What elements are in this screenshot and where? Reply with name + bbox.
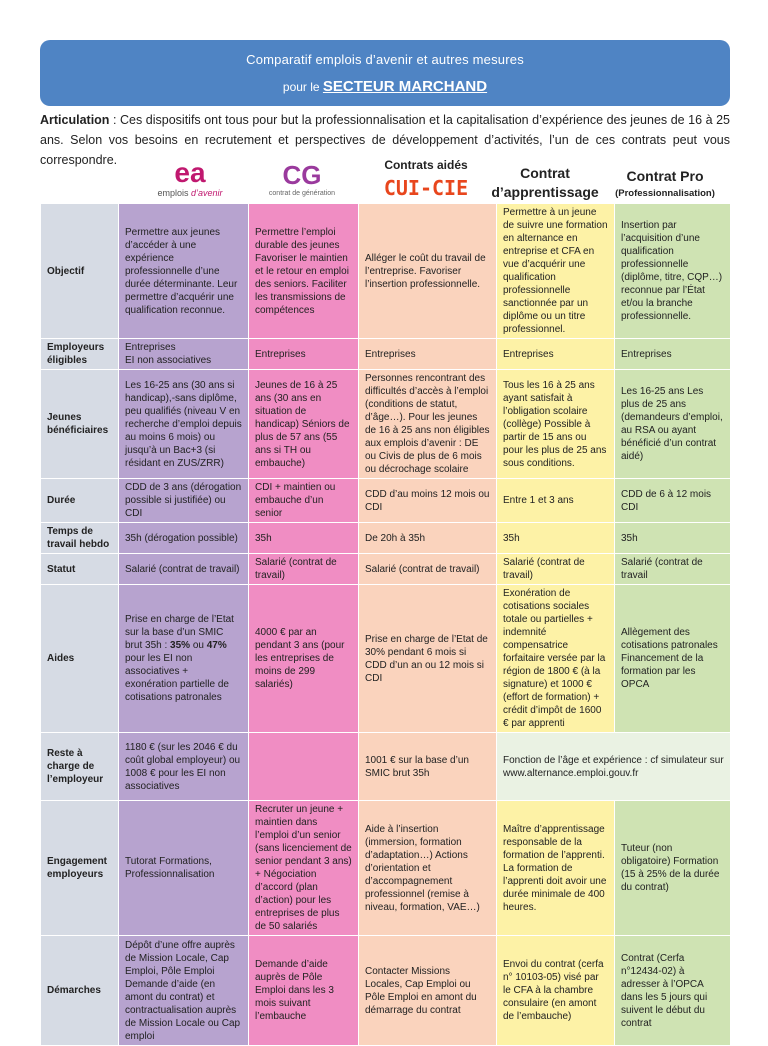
row-label: Démarches: [41, 936, 119, 1046]
table-row-reste: [41, 733, 731, 801]
apprentissage-header: Contrat d’apprentissage: [491, 165, 599, 200]
contrat-generation-logo: [252, 162, 352, 202]
emplois-avenir-logo-text: emplois d’avenir: [157, 188, 223, 198]
cell-contrat-pro: Allègement des cotisations patronales Financement de la formation par les OPCA: [615, 585, 731, 733]
emplois-avenir-logo-mark: ea: [174, 157, 206, 188]
cell-contrat-generation: Salarié (contrat de travail): [249, 554, 359, 585]
row-label: Aides: [41, 585, 119, 733]
cui-cie-title: CUI-CIE: [383, 176, 469, 200]
table-row-temps: [41, 523, 731, 554]
row-label: Statut: [41, 554, 119, 585]
contrat-pro-header: [610, 168, 720, 199]
cell-apprentissage: Exonération de cotisations sociales totale ou partielles + indemnité compensatrice forfaitaire versée par la région de 1800 € (à la signature) et 1000 € (effort de formation) + crédit d’impôt de 1600 € par apprenti: [497, 585, 615, 733]
cell-emplois-avenir: Prise en charge de l’Etat sur la base d’un SMIC brut 35h : 35% ou 47% pour les EI non associatives + exonération partielle de cotisations patronales: [119, 585, 249, 733]
banner-prefix: pour le: [282, 80, 323, 94]
cell-cui-cie: De 20h à 35h: [359, 523, 497, 554]
contrats-aides-title: Contrats aidés: [384, 158, 468, 172]
cell-contrat-generation: Entreprises: [249, 339, 359, 370]
cell-emplois-avenir: Entreprises EI non associatives: [119, 339, 249, 370]
cell-apprentissage: 35h: [497, 523, 615, 554]
cell-cui-cie: Contacter Missions Locales, Cap Emploi ou Pôle Emploi en amont du démarrage du contrat: [359, 936, 497, 1046]
table-row-aides: [41, 585, 731, 733]
cell-contrat-pro: Tuteur (non obligatoire) Formation (15 à 25% de la durée du contrat): [615, 801, 731, 936]
contrat-pro-title: Contrat Pro: [626, 168, 704, 184]
cell-cui-cie: CDD d’au moins 12 mois ou CDI: [359, 479, 497, 523]
table-row-statut: [41, 554, 731, 585]
cell-apprentissage: Entre 1 et 3 ans: [497, 479, 615, 523]
cell-contrat-pro: 35h: [615, 523, 731, 554]
row-label: Objectif: [41, 204, 119, 339]
cell-contrat-generation: CDI + maintien ou embauche d’un senior: [249, 479, 359, 523]
cell-apprentissage: Envoi du contrat (cerfa n° 10103-05) visé par le CFA à la chambre consulaire (en amont de l’embauche): [497, 936, 615, 1046]
cell-contrat-generation: Jeunes de 16 à 25 ans (30 ans en situation de handicap) Séniors de plus de 57 ans (55 ans si TH ou embauche): [249, 370, 359, 479]
cell-contrat-generation: Demande d’aide auprès de Pôle Emploi dans les 3 mois suivant l’embauche: [249, 936, 359, 1046]
emplois-avenir-logo: [140, 157, 240, 200]
banner-highlight: SECTEUR MARCHAND: [322, 78, 488, 95]
cell-cui-cie: Prise en charge de l’Etat de 30% pendant 6 mois si CDD d’un an ou 12 mois si CDI: [359, 585, 497, 733]
cell-contrat-generation: Recruter un jeune + maintien dans l’emploi d’un senior (sans licenciement de senior pendant 3 ans) + Négociation d’accord (plan d’action) pour les entreprises de plus de 50 salariés: [249, 801, 359, 936]
banner-title-line2: [40, 78, 730, 95]
table-row-engagement: [41, 801, 731, 936]
cell-emplois-avenir: Salarié (contrat de travail): [119, 554, 249, 585]
cell-apprentissage: Tous les 16 à 25 ans ayant satisfait à l’obligation scolaire (collège) Possible à partir de 15 ans ou pour les plus de 25 ans sous conditions.: [497, 370, 615, 479]
cell-contrat-pro: Insertion par l’acquisition d’une qualification professionnelle (diplôme, titre, CQP…) reconnue par l’État et/ou la branche professionnelle.: [615, 204, 731, 339]
cell-contrat-pro: Salarié (contrat de travail: [615, 554, 731, 585]
row-label: Jeunes bénéficiaires: [41, 370, 119, 479]
contrats-aides-header: [358, 158, 494, 200]
cell-contrat-pro: Contrat (Cerfa n°12434-02) à adresser à l’OPCA dans les 5 jours qui suivent le début du contrat: [615, 936, 731, 1046]
cell-contrat-generation: Permettre l’emploi durable des jeunes Favoriser le maintien et le retour en emploi des seniors. Faciliter les transmissions de compétences: [249, 204, 359, 339]
row-label: Durée: [41, 479, 119, 523]
cell-apprentissage: Salarié (contrat de travail): [497, 554, 615, 585]
intro-label: Articulation: [40, 113, 110, 127]
cell-cui-cie: Entreprises: [359, 339, 497, 370]
table-row-jeunes: [41, 370, 731, 479]
cell-contrat-generation: [249, 733, 359, 801]
cell-contrat-generation: 35h: [249, 523, 359, 554]
cell-emplois-avenir: Dépôt d’une offre auprès de Mission Locale, Cap Emploi, Pôle Emploi Demande d’aide (en amont du contrat) et contractualisation auprès de Mission Locale ou Cap emploi: [119, 936, 249, 1046]
cell-emplois-avenir: Les 16-25 ans (30 ans si handicap),-sans diplôme, peu qualifiés (niveau V en recherche d’emploi depuis au moins 6 mois) ou jusqu’à un Bac+3 (si résidant en ZUS/ZRR): [119, 370, 249, 479]
table-row-duree: [41, 479, 731, 523]
row-label: Reste à charge de l’employeur: [41, 733, 119, 801]
row-label: Engagement employeurs: [41, 801, 119, 936]
contrat-generation-logo-mark: CG: [282, 160, 322, 190]
contrat-generation-logo-text: contrat de génération: [268, 190, 336, 197]
cell-cui-cie: Aide à l’insertion (immersion, formation d’adaptation…) Actions d’orientation et d’accompagnement professionnel (remise à niveau, formation, VAE…): [359, 801, 497, 936]
cell-contrat-generation: 4000 € par an pendant 3 ans (pour les entreprises de moins de 299 salariés): [249, 585, 359, 733]
cell-cui-cie: 1001 € sur la base d’un SMIC brut 35h: [359, 733, 497, 801]
comparison-table: [40, 203, 731, 1046]
row-label: Temps de travail hebdo: [41, 523, 119, 554]
title-banner: [40, 40, 730, 106]
cell-apprentissage-pro: Fonction de l’âge et expérience : cf simulateur sur www.alternance.emploi.gouv.fr: [497, 733, 731, 801]
cell-apprentissage: Entreprises: [497, 339, 615, 370]
cell-cui-cie: Alléger le coût du travail de l’entreprise. Favoriser l’insertion professionnelle.: [359, 204, 497, 339]
cell-emplois-avenir: Tutorat Formations, Professionnalisation: [119, 801, 249, 936]
cell-contrat-pro: Entreprises: [615, 339, 731, 370]
cell-contrat-pro: Les 16-25 ans Les plus de 25 ans (demandeurs d’emploi, au RSA ou ayant bénéficié d’un contrat aidé): [615, 370, 731, 479]
cell-contrat-pro: CDD de 6 à 12 mois CDI: [615, 479, 731, 523]
intro-text: : Ces dispositifs ont tous pour but la professionnalisation et la capitalisation d’expérience des jeunes de 16 à 25 ans. Selon vos besoins en recrutement et perspectives de développement d’activités, l’un de ces contrats peut vous correspondre.: [40, 113, 730, 167]
cell-emplois-avenir: Permettre aux jeunes d’accéder à une expérience professionnelle d’une durée déterminante. Leur permettre d’acquérir une qualification reconnue.: [119, 204, 249, 339]
cell-cui-cie: Salarié (contrat de travail): [359, 554, 497, 585]
cell-emplois-avenir: 35h (dérogation possible): [119, 523, 249, 554]
cell-apprentissage: Permettre à un jeune de suivre une formation en alternance en entreprise et CFA en vue d’acquérir une qualification professionnelle sanctionnée par un diplôme ou un titre professionnel.: [497, 204, 615, 339]
table-row-demarches: [41, 936, 731, 1046]
row-label: Employeurs éligibles: [41, 339, 119, 370]
banner-title-line1: Comparatif emplois d’avenir et autres mesures: [246, 52, 524, 67]
cell-emplois-avenir: CDD de 3 ans (dérogation possible si justifiée) ou CDI: [119, 479, 249, 523]
cell-cui-cie: Personnes rencontrant des difficultés d’accès à l’emploi (conditions de statut, d’âge…). Pour les jeunes de 16 à 25 ans non éligibles aux emplois d’avenir : DE ou Civis de plus de 6 mois ou décrochage scolaire: [359, 370, 497, 479]
table-row-objectif: [41, 204, 731, 339]
cell-apprentissage: Maître d’apprentissage responsable de la formation de l’apprenti. La formation de l’apprenti doit avoir une durée minimale de 400 heures.: [497, 801, 615, 936]
cell-emplois-avenir: 1180 € (sur les 2046 € du coût global employeur) ou 1008 € pour les EI non associatives: [119, 733, 249, 801]
contrat-pro-subtitle: (Professionnalisation): [615, 188, 715, 199]
table-row-employeurs: [41, 339, 731, 370]
